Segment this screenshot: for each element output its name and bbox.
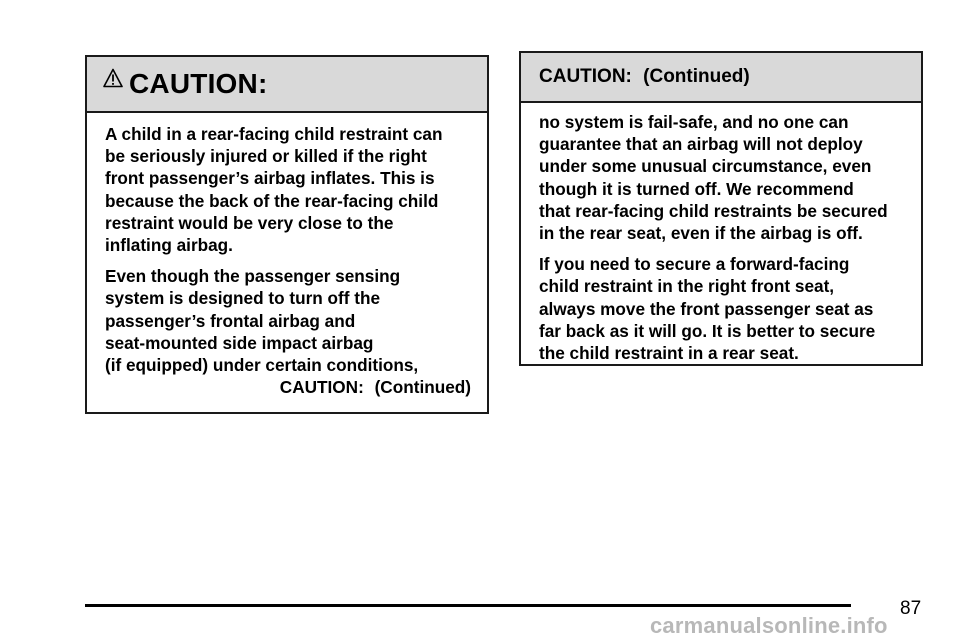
text-line: Even though the passenger sensing — [105, 266, 401, 287]
text-line: the child restraint in a rear seat. — [539, 343, 799, 364]
caution-header — [87, 57, 487, 113]
text-line: that rear-facing child restraints be secured — [539, 200, 888, 221]
text-line: be seriously injured or killed if the right — [105, 146, 427, 167]
text-line: because the back of the rear-facing child — [105, 190, 439, 211]
text-line: seat-mounted side impact airbag — [105, 332, 374, 353]
text-line: always move the front passenger seat as — [539, 298, 874, 319]
text-line: no system is fail-safe, and no one can — [539, 112, 849, 132]
caution-continued-header — [521, 53, 921, 103]
caution-box-right — [519, 51, 923, 366]
caution-continued-body — [539, 111, 911, 364]
text-line: restraint would be very close to the — [105, 212, 394, 233]
caution-paragraph-1 — [105, 123, 475, 256]
text-line: far back as it will go. It is better to secure — [539, 320, 876, 341]
caution-continued-paragraph-1 — [539, 111, 911, 244]
caution-body — [105, 123, 475, 376]
text-line: (if equipped) under certain conditions, — [105, 355, 419, 376]
text-line: passenger’s frontal airbag and — [105, 310, 356, 331]
text-line: system is designed to turn off the — [105, 288, 381, 309]
warning-triangle-icon — [103, 68, 123, 88]
text-line: guarantee that an airbag will not deploy — [539, 134, 863, 155]
text-line: A child in a rear-facing child restraint can — [105, 124, 443, 144]
caution-continued-label: CAUTION: (Continued) — [279, 377, 471, 397]
caution-continued-paragraph-2 — [539, 253, 911, 364]
caution-continued-title: CAUTION: (Continued) — [539, 66, 750, 87]
caution-paragraph-2 — [105, 265, 475, 376]
text-line: front passenger’s airbag inflates. This is — [105, 168, 435, 189]
footer-rule — [85, 604, 851, 607]
text-line: in the rear seat, even if the airbag is off. — [539, 223, 863, 244]
caution-title: CAUTION: — [129, 68, 268, 99]
caution-box-left — [85, 55, 489, 414]
text-line: inflating airbag. — [105, 235, 233, 256]
text-line: under some unusual circumstance, even — [539, 156, 872, 177]
page-number: 87 — [900, 598, 922, 619]
watermark-text: carmanualsonline.info — [650, 613, 888, 638]
text-line: though it is turned off. We recommend — [539, 178, 854, 199]
text-line: If you need to secure a forward-facing — [539, 254, 850, 275]
text-line: child restraint in the right front seat, — [539, 276, 835, 297]
